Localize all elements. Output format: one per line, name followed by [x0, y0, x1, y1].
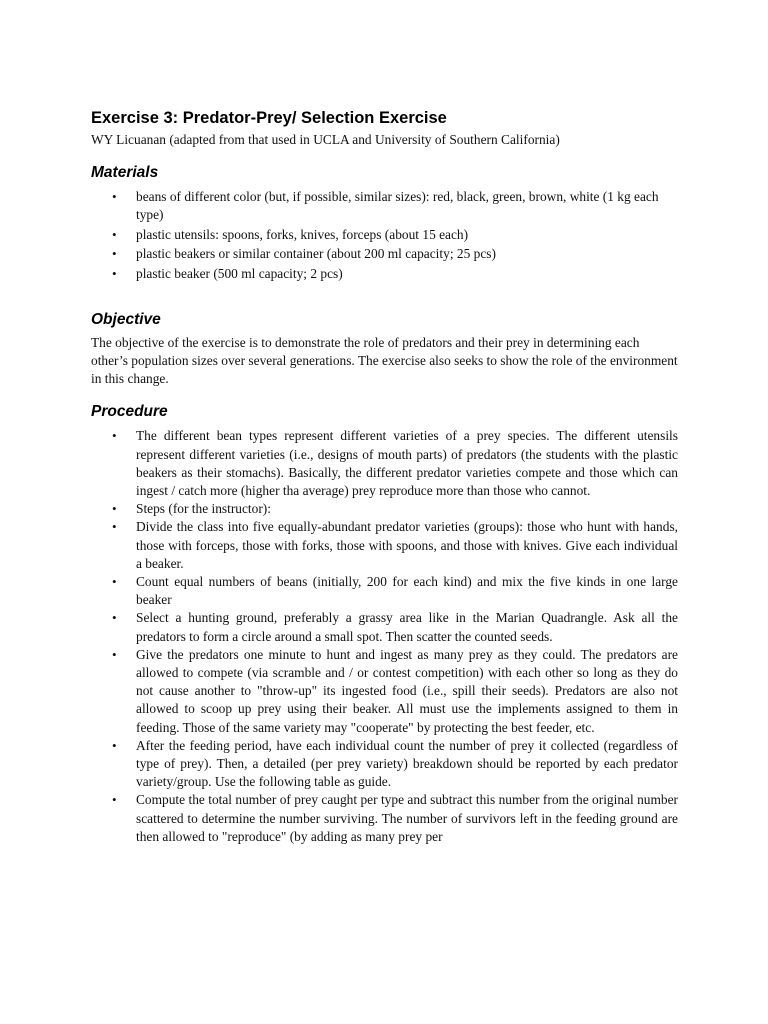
list-item: • Divide the class into five equally-abundant predator varieties (groups): those who hunt with hands, those with forceps, those with forks, those with spoons, and those with knives. Give each individual a beaker.: [91, 518, 678, 573]
document-page: [91, 108, 678, 846]
list-item: • plastic utensils: spoons, forks, knives, forceps (about 15 each): [91, 226, 678, 244]
procedure-list: [91, 427, 678, 846]
author-line: WY Licuanan (adapted from that used in UCLA and University of Southern California): [91, 132, 560, 147]
objective-paragraph: The objective of the exercise is to demonstrate the role of predators and their prey in determining each other’s population sizes over several generations. The exercise also seeks to show the role of the environment in this change.: [91, 334, 678, 387]
list-item: • The different bean types represent different varieties of a prey species. The different utensils represent different varieties (i.e., designs of mouth parts) of predators (the students with the plastic beakers as their stomachs). Basically, the different predator varieties compete and those which can ingest / catch more (higher tha average) prey reproduce more than those who cannot.: [91, 427, 678, 500]
objective-heading: Objective: [91, 310, 161, 328]
list-item: • Count equal numbers of beans (initially, 200 for each kind) and mix the five kinds in one large beaker: [91, 573, 678, 609]
list-item: • After the feeding period, have each individual count the number of prey it collected (regardless of type of prey). Then, a detailed (per prey variety) breakdown should be reported by each predator variety/group. Use the following table as guide.: [91, 737, 678, 792]
list-item: • Steps (for the instructor):: [91, 500, 678, 518]
document-title: Exercise 3: Predator-Prey/ Selection Exercise: [91, 109, 447, 127]
list-item: • Give the predators one minute to hunt and ingest as many prey as they could. The predators are allowed to compete (via scramble and / or contest competition) with each other so long as they do not cause another to "throw-up" its ingested food (i.e., spill their seeds). Predators are also not allowed to scoop up prey using their beaker. All must use the implements assigned to them in feeding. Those of the same variety may "cooperate" by protecting the best feeder, etc.: [91, 646, 678, 737]
list-item: • beans of different color (but, if possible, similar sizes): red, black, green, brown, white (1 kg each type): [91, 188, 678, 224]
materials-list: [91, 188, 678, 283]
list-item: • plastic beakers or similar container (about 200 ml capacity; 25 pcs): [91, 245, 678, 263]
procedure-heading: Procedure: [91, 403, 168, 421]
list-item: • Compute the total number of prey caught per type and subtract this number from the original number scattered to determine the number surviving. The number of survivors left in the feeding ground are then allowed to "reproduce" (by adding as many prey per: [91, 791, 678, 846]
materials-heading: Materials: [91, 164, 159, 182]
list-item: • Select a hunting ground, preferably a grassy area like in the Marian Quadrangle. Ask all the predators to form a circle around a small spot. Then scatter the counted seeds.: [91, 609, 678, 645]
list-item: • plastic beaker (500 ml capacity; 2 pcs): [91, 265, 678, 283]
